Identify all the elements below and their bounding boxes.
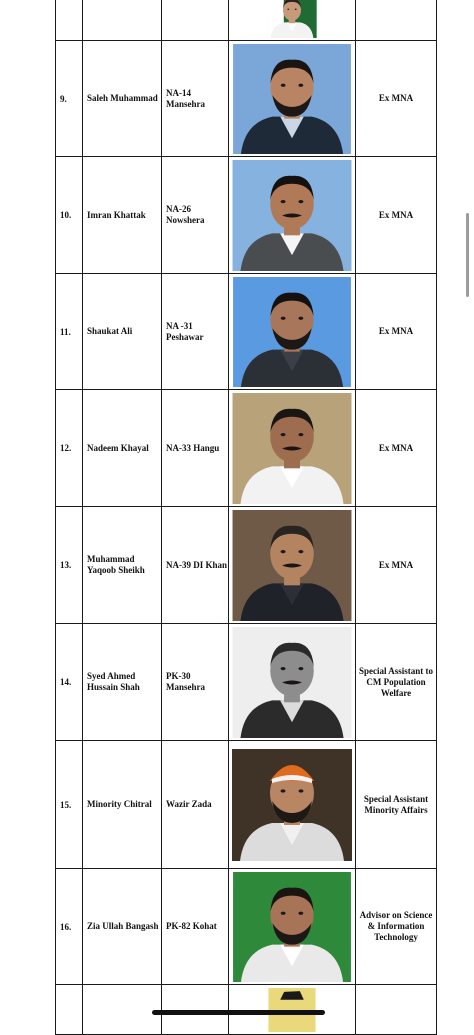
- photo-cell: [229, 390, 356, 507]
- constituency: [162, 0, 229, 41]
- member-name: [83, 985, 162, 1035]
- member-photo: [232, 627, 352, 738]
- serial-number: 12.: [56, 390, 83, 507]
- constituency: NA-26 Nowshera: [162, 157, 229, 274]
- constituency: PK-30 Mansehra: [162, 624, 229, 741]
- member-name: Minority Chitral: [83, 741, 162, 869]
- serial-number: [56, 0, 83, 41]
- designation: Ex MNA: [356, 390, 437, 507]
- constituency: NA-33 Hangu: [162, 390, 229, 507]
- constituency: NA-14 Mansehra: [162, 41, 229, 157]
- member-name: Shaukat Ali: [83, 274, 162, 390]
- photo-cell: [229, 41, 356, 157]
- designation: Special Assistant Minority Affairs: [356, 741, 437, 869]
- table-row: [56, 274, 437, 390]
- member-photo: [232, 510, 352, 621]
- member-photo: [232, 277, 352, 387]
- member-name: Imran Khattak: [83, 157, 162, 274]
- member-name: Syed Ahmed Hussain Shah: [83, 624, 162, 741]
- photo-cell: [229, 274, 356, 390]
- table-row: [56, 869, 437, 985]
- designation: [356, 0, 437, 41]
- designation: Advisor on Science & Information Technology: [356, 869, 437, 985]
- designation: [356, 985, 437, 1035]
- serial-number: 10.: [56, 157, 83, 274]
- table-row: [56, 741, 437, 869]
- table-row: [56, 41, 437, 157]
- member-name: Saleh Muhammad: [83, 41, 162, 157]
- designation: Ex MNA: [356, 41, 437, 157]
- designation: Ex MNA: [356, 157, 437, 274]
- member-photo: [232, 44, 352, 154]
- serial-number: 11.: [56, 274, 83, 390]
- designation: Ex MNA: [356, 274, 437, 390]
- constituency: NA -31 Peshawar: [162, 274, 229, 390]
- table-row: [56, 390, 437, 507]
- serial-number: 16.: [56, 869, 83, 985]
- scrollbar[interactable]: [466, 213, 469, 297]
- member-photo: [232, 872, 352, 982]
- constituency: PK-82 Kohat: [162, 869, 229, 985]
- table-row: [56, 157, 437, 274]
- member-photo: [232, 393, 352, 504]
- photo-cell: [229, 869, 356, 985]
- designation: Special Assistant to CM Population Welfare: [356, 624, 437, 741]
- member-name: Nadeem Khayal: [83, 390, 162, 507]
- member-photo: [232, 160, 352, 271]
- members-table: [55, 0, 437, 1035]
- table-row: [56, 507, 437, 624]
- photo-cell: [229, 507, 356, 624]
- table-row: [56, 624, 437, 741]
- home-indicator[interactable]: [152, 1010, 325, 1015]
- photo-cell: [229, 157, 356, 274]
- serial-number: 13.: [56, 507, 83, 624]
- serial-number: [56, 985, 83, 1035]
- table-row: [56, 0, 437, 41]
- member-name: Muhammad Yaqoob Sheikh: [83, 507, 162, 624]
- constituency: NA-39 DI Khan: [162, 507, 229, 624]
- photo-cell: [229, 741, 356, 869]
- serial-number: 14.: [56, 624, 83, 741]
- constituency: Wazir Zada: [162, 741, 229, 869]
- photo-cell: [229, 0, 356, 41]
- member-photo: [232, 0, 352, 38]
- member-photo: [232, 744, 352, 866]
- member-name: [83, 0, 162, 41]
- serial-number: 9.: [56, 41, 83, 157]
- member-name: Zia Ullah Bangash: [83, 869, 162, 985]
- serial-number: 15.: [56, 741, 83, 869]
- photo-cell: [229, 624, 356, 741]
- designation: Ex MNA: [356, 507, 437, 624]
- members-table-body: [56, 0, 437, 1035]
